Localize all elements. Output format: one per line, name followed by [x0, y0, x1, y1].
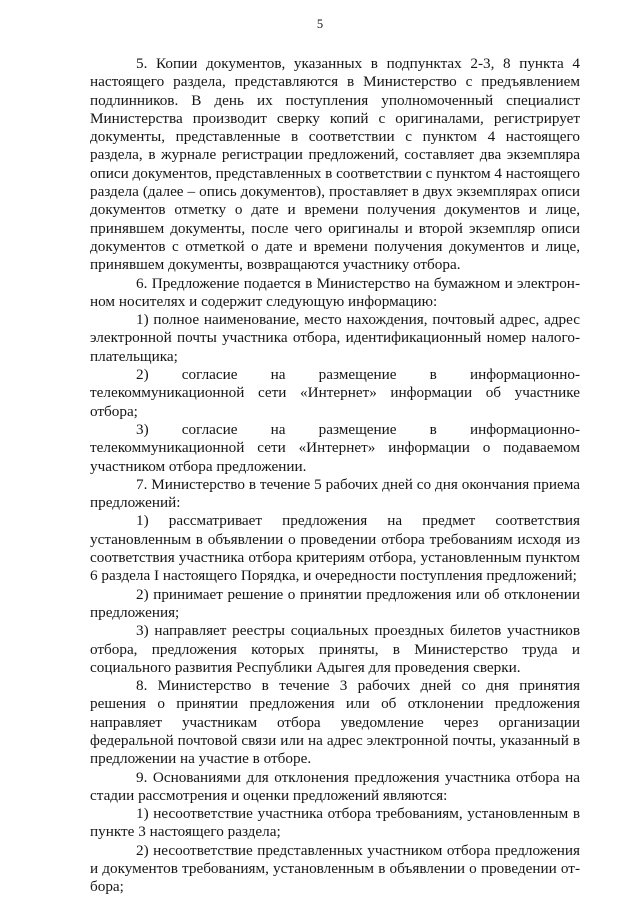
paragraph-5-copies: 5. Копии документов, указанных в подпунктах 2-3, 8 пункта 4 настоящего раздела, представляются в Министерство с предъявлением подлинников. В день их поступления уполномоченный специалист Министерства производит сверку копий с оригиналами, регистрирует документы, представленные в соответствии с пунктом 4 настоящего раздела, в журнале регистрации предложений, составляет два экземпляра описи документов, представленных в соответствии с пунктом 4 настоящего раздела (далее – опись документов), проставляет в двух экземплярах описи документов отметку о дате и времени получения документов и лице, принявшем документы, после чего оригиналы и второй экземпляр описи документов с отметкой о дате и времени получения документов и лице, принявшем документы, возвращаются участнику отбора.	[90, 55, 581, 274]
list-item-7-3: 3) направляет реестры социальных проездных билетов участников отбора, предложения которых приняты, в Министерство труда и социального развития Республики Адыгея для проведения сверки.	[90, 622, 580, 676]
list-item-6-1: 1) полное наименование, место нахождения, почтовый адрес, адрес электронной почты участника отбора, идентификационный номер налогоплательщика;	[90, 311, 580, 365]
list-item-7-2: 2) принимает решение о принятии предложения или об отклонении предложения;	[90, 585, 580, 621]
list-item-6-3: 3) согласие на размещение в информационно-телекоммуникационной сети «Интернет» информации о подаваемом участником отбора предложении.	[90, 420, 580, 475]
document-body	[90, 55, 580, 897]
page-number: 5	[316, 17, 324, 31]
paragraph-7-review: 7. Министерство в течение 5 рабочих дней со дня окончания приема предложений:	[90, 475, 580, 512]
list-item-7-1: 1) рассматривает предложения на предмет соответствия установленным в объявлении о проведении отбора требованиям исходя из соответствия участника отбора критериям отбора, установленным пунктом 6 раздела I настоящего Порядка, и очередности поступления предложений;	[90, 512, 580, 585]
list-item-9-1: 1) несоответствие участника отбора требованиям, установленным в пункте 3 настоящего раздела;	[90, 805, 580, 841]
list-item-6-2: 2) согласие на размещение в информационно-телекоммуникационной сети «Интернет» информации об участнике отбора;	[90, 366, 580, 420]
list-item-9-2: 2) несоответствие представленных участником отбора предложения и документов требованиям, установленным в объявлении о проведении отбора;	[90, 841, 580, 896]
paragraph-8-notification: 8. Министерство в течение 3 рабочих дней со дня принятия решения о принятии предложения или об отклонении предложения направляет участникам отбора уведомление через организации федеральной почтовой связи или на адрес электронной почты, указанный в предложении на участие в отборе.	[90, 677, 580, 768]
paragraph-9-rejection-grounds: 9. Основаниями для отклонения предложения участника отбора на стадии рассмотрения и оценки предложений являются:	[90, 768, 580, 804]
paragraph-6-submission: 6. Предложение подается в Министерство на бумажном и электронном носителях и содержит следующую информацию:	[90, 274, 580, 310]
